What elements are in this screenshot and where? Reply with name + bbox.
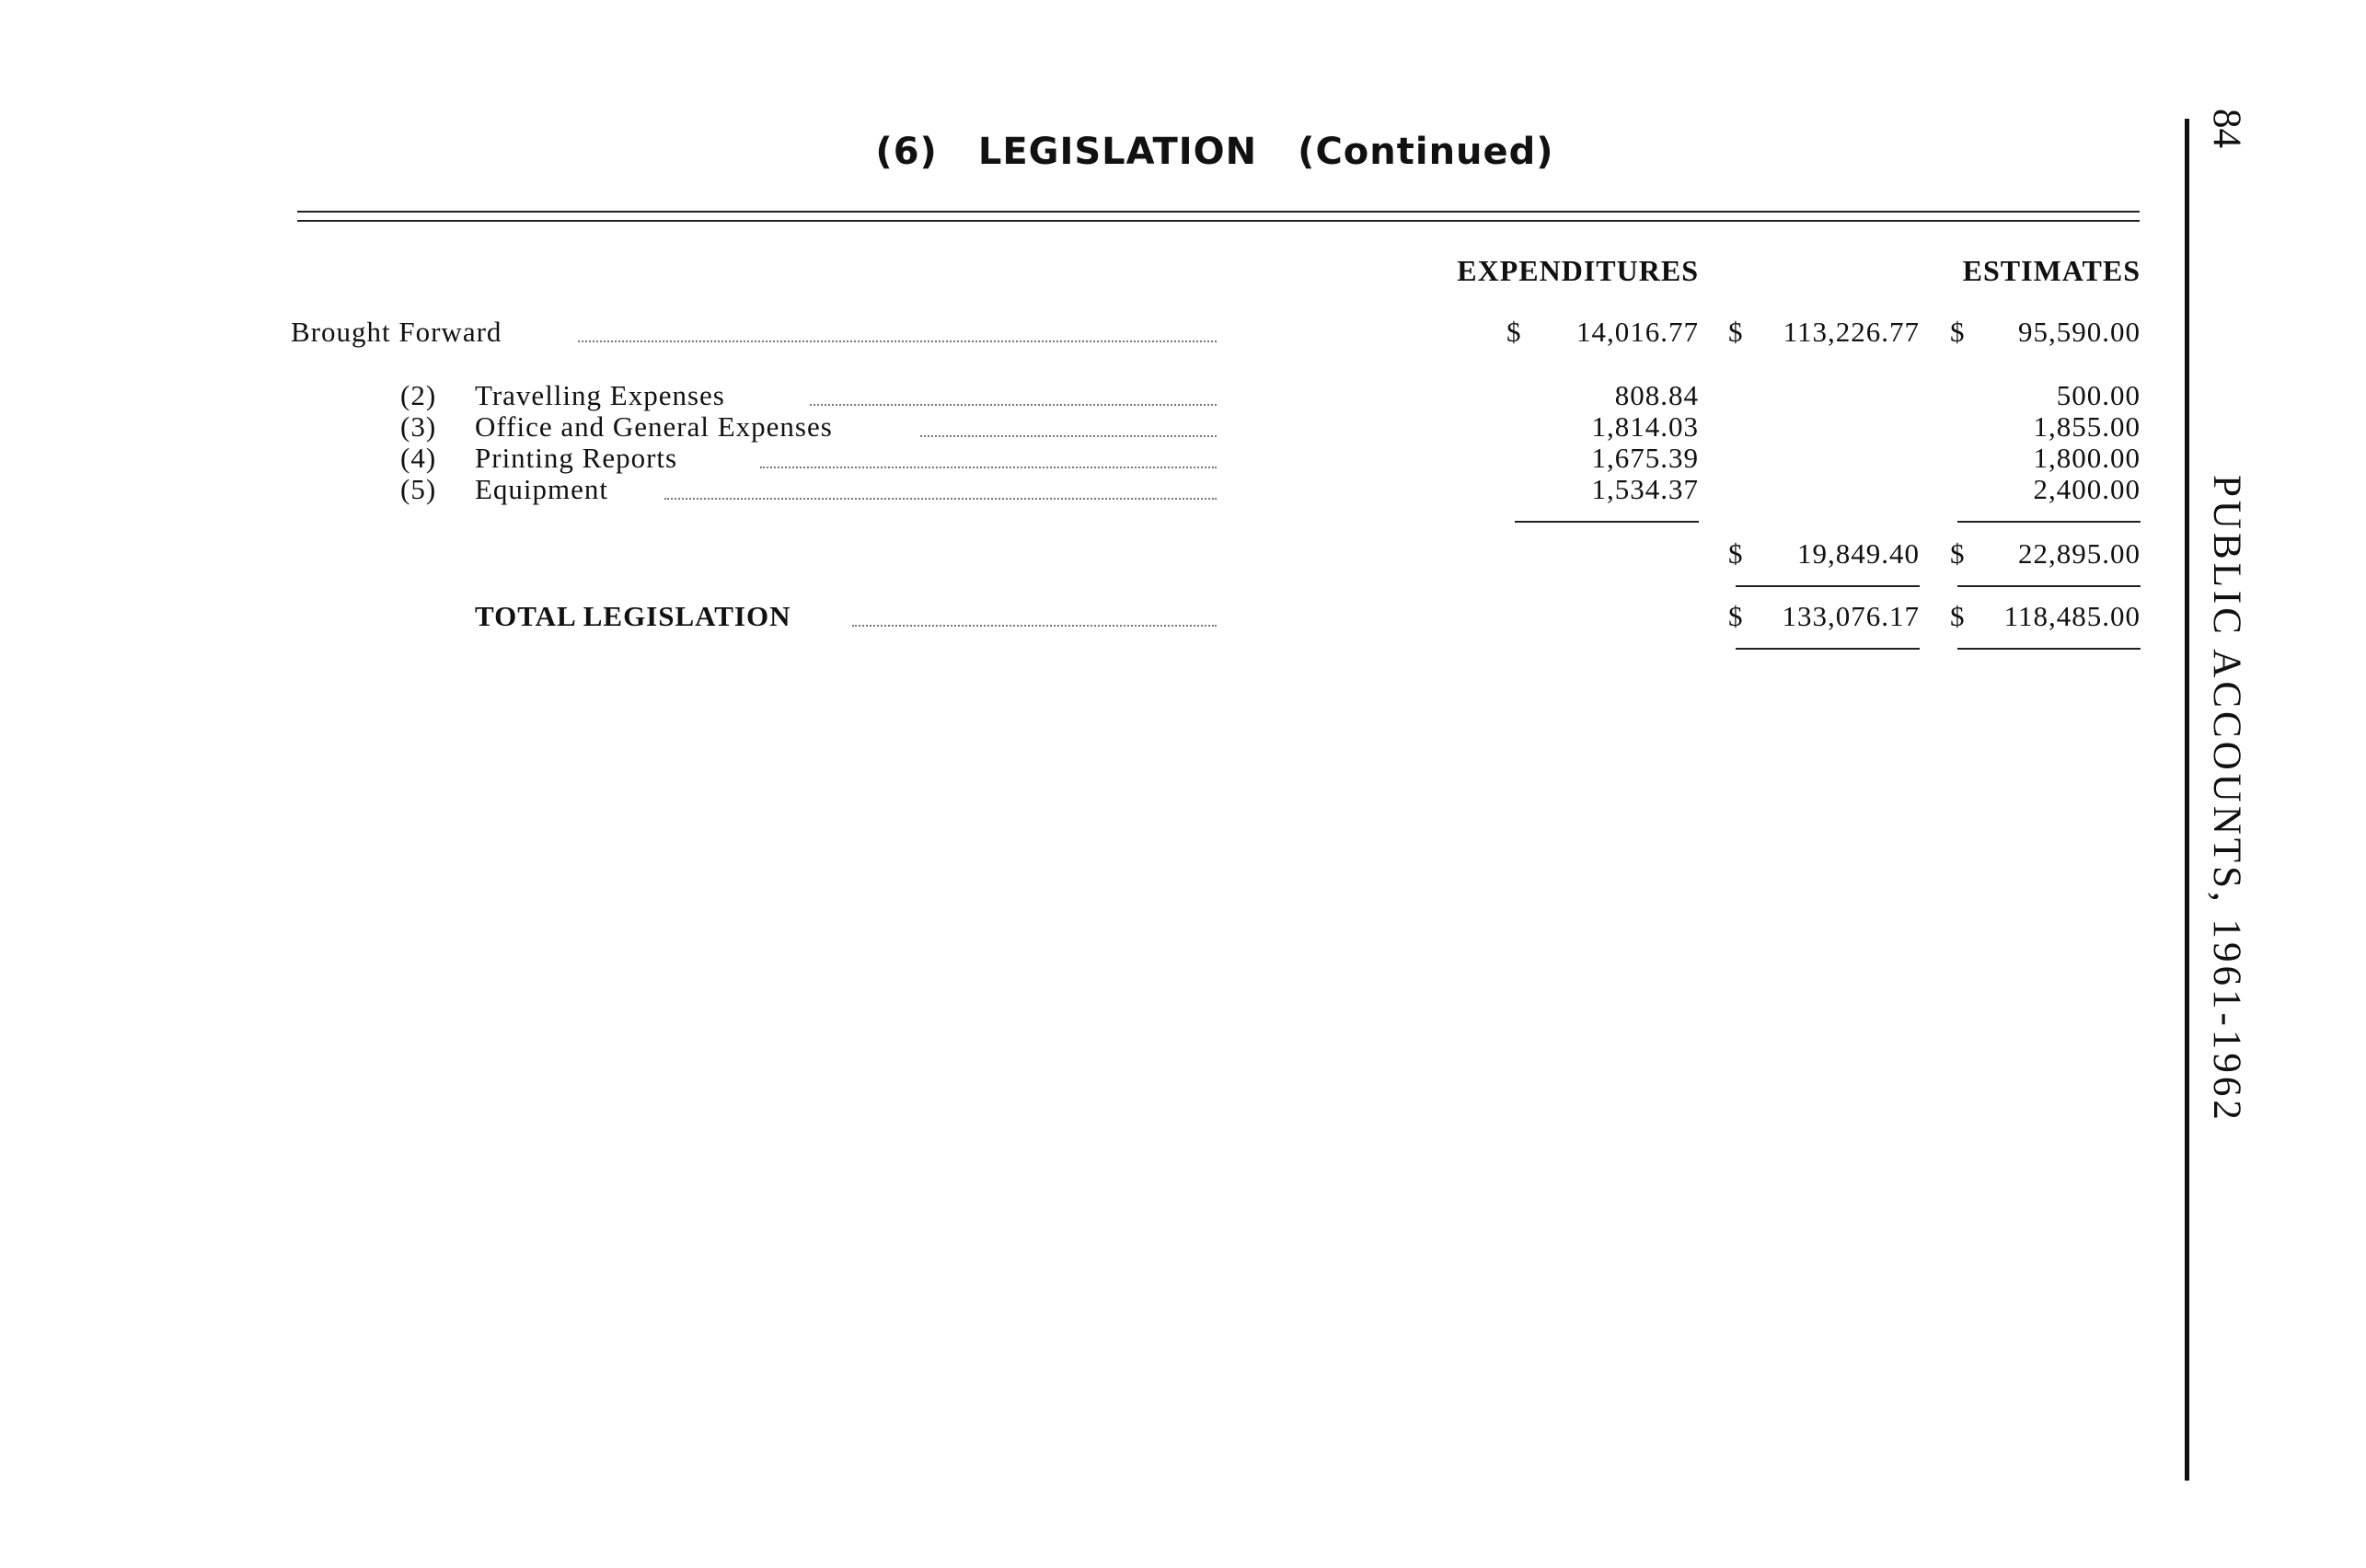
brought-forward-row [0,314,2209,351]
dollar-sign: $ [1950,600,1965,632]
underline-estimates [1957,521,2141,523]
underline-expenditures [1515,521,1699,523]
page-title [0,131,2366,173]
item-estimates: 2,400.00 [2033,473,2141,505]
item-row [0,471,2209,508]
leader-dots [852,598,1217,635]
item-number: (2) [400,379,437,411]
item-label: Printing Reports [475,442,678,474]
item-estimates: 1,855.00 [2033,410,2141,443]
underline-subtotal-expenditures [1736,585,1920,587]
margin-rule [2185,119,2189,1481]
item-expenditures: 1,814.03 [1591,410,1699,443]
total-expenditures: 133,076.17 [1782,600,1920,632]
total-label: TOTAL LEGISLATION [475,600,791,632]
leader-dots [578,314,1217,351]
continued-label: (Continued) [1298,131,1554,173]
item-label: Equipment [475,473,609,505]
leader-dots [664,471,1217,508]
column-header-estimates: ESTIMATES [1962,254,2141,287]
underline-total-estimates [1957,648,2141,650]
brought-forward-subtotal: 113,226.77 [1783,316,1920,348]
item-number: (4) [400,442,437,474]
dollar-sign: $ [1728,316,1743,348]
dollar-sign: $ [1506,316,1521,348]
brought-forward-label: Brought Forward [291,316,502,348]
underline-subtotal-estimates [1957,585,2141,587]
item-estimates: 1,800.00 [2033,442,2141,474]
subtotal-row [0,536,2209,572]
total-estimates: 118,485.00 [2003,600,2141,632]
brought-forward-expenditures: 14,016.77 [1576,316,1699,348]
item-estimates: 500.00 [2056,379,2141,411]
item-expenditures: 808.84 [1614,379,1699,411]
item-expenditures: 1,534.37 [1591,473,1699,505]
item-number: (5) [400,473,437,505]
item-label: Office and General Expenses [475,410,833,443]
item-label: Travelling Expenses [475,379,725,411]
dollar-sign: $ [1728,600,1743,632]
dollar-sign: $ [1950,537,1965,570]
section-title: LEGISLATION [977,131,1258,173]
item-expenditures: 1,675.39 [1591,442,1699,474]
header-rule-top [297,211,2140,213]
subtotal-expenditures: 19,849.40 [1797,537,1920,570]
running-head: PUBLIC ACCOUNTS, 1961-1962 [2205,475,2248,1124]
underline-total-expenditures [1736,648,1920,650]
dollar-sign: $ [1728,537,1743,570]
page-number: 84 [2205,109,2248,148]
subtotal-estimates: 22,895.00 [2018,537,2141,570]
header-rule-bottom [297,220,2140,222]
dollar-sign: $ [1950,316,1965,348]
item-number: (3) [400,410,437,443]
total-row [0,598,2209,635]
section-number: (6) [875,131,938,173]
column-header-expenditures: EXPENDITURES [1457,254,1699,287]
brought-forward-estimates: 95,590.00 [2018,316,2141,348]
